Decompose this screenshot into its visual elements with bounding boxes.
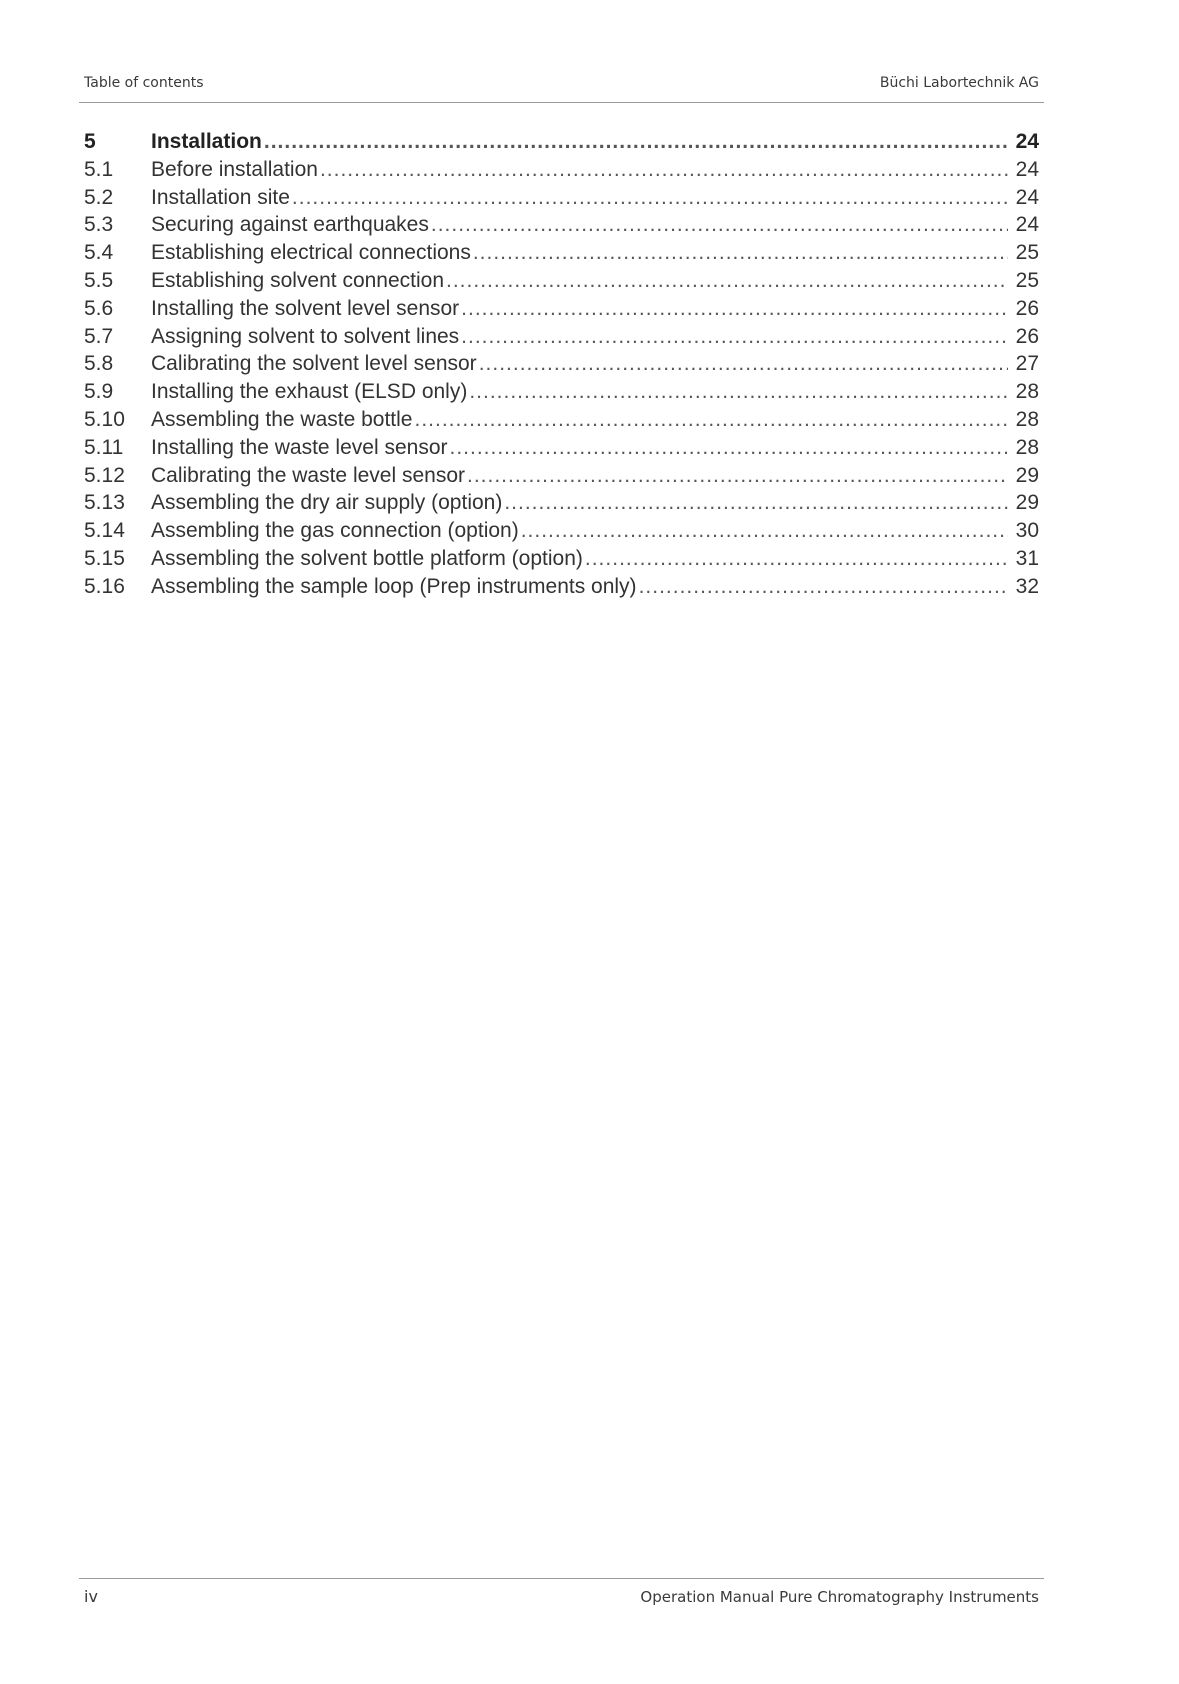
toc-entry-number: 5.14 bbox=[84, 519, 125, 543]
toc-entry-page[interactable]: 24 bbox=[1015, 130, 1039, 153]
toc-section-entry[interactable] bbox=[84, 545, 1039, 573]
toc-dot-leader bbox=[639, 573, 1008, 601]
toc-entry-line bbox=[151, 489, 1039, 517]
toc-entry-title[interactable]: Calibrating the solvent level sensor bbox=[151, 352, 477, 376]
toc-entry-title[interactable]: Assembling the gas connection (option) bbox=[151, 519, 519, 543]
toc-section-entry[interactable] bbox=[84, 211, 1039, 239]
toc-entry-page[interactable]: 24 bbox=[1015, 157, 1039, 181]
toc-entry-title[interactable]: Installation bbox=[151, 130, 262, 153]
toc-entry-title[interactable]: Assembling the solvent bottle platform (option) bbox=[151, 546, 583, 570]
toc-dot-leader bbox=[264, 128, 1008, 156]
toc-entry-number: 5.15 bbox=[84, 546, 125, 570]
toc-entry-page[interactable]: 26 bbox=[1015, 324, 1039, 348]
toc-dot-leader bbox=[585, 545, 1008, 573]
toc-entry-title[interactable]: Installing the waste level sensor bbox=[151, 435, 448, 459]
toc-entry-page[interactable]: 30 bbox=[1015, 519, 1039, 543]
toc-entry-title[interactable]: Installing the solvent level sensor bbox=[151, 296, 460, 320]
footer-document-title: Operation Manual Pure Chromatography Instruments bbox=[640, 1588, 1039, 1606]
toc-entry-page[interactable]: 29 bbox=[1015, 491, 1039, 515]
toc-section-entry[interactable] bbox=[84, 462, 1039, 490]
toc-section-entry[interactable] bbox=[84, 406, 1039, 434]
toc-entry-page[interactable]: 32 bbox=[1015, 574, 1039, 598]
toc-entry-number: 5.10 bbox=[84, 407, 125, 431]
toc-entry-line bbox=[151, 462, 1039, 490]
page-header bbox=[79, 72, 1044, 103]
toc-entry-page[interactable]: 25 bbox=[1015, 268, 1039, 292]
toc-entry-number: 5.7 bbox=[84, 324, 114, 348]
toc-entry-number: 5.4 bbox=[84, 241, 114, 265]
toc-entry-number: 5.13 bbox=[84, 491, 125, 515]
toc-entry-number: 5.12 bbox=[84, 463, 125, 487]
toc-dot-leader bbox=[473, 239, 1008, 267]
toc-entry-line bbox=[151, 517, 1039, 545]
header-company-name: Büchi Labortechnik AG bbox=[879, 75, 1039, 91]
toc-entry-line bbox=[151, 295, 1039, 323]
toc-section-entry[interactable] bbox=[84, 156, 1039, 184]
toc-entry-title[interactable]: Installation site bbox=[151, 185, 290, 209]
toc-entry-number: 5.1 bbox=[84, 157, 114, 181]
toc-section-entry[interactable] bbox=[84, 350, 1039, 378]
toc-entry-title[interactable]: Establishing electrical connections bbox=[151, 241, 471, 265]
toc-entry-title[interactable]: Securing against earthquakes bbox=[151, 213, 429, 237]
toc-entry-page[interactable]: 27 bbox=[1015, 352, 1039, 376]
toc-entry-line bbox=[151, 267, 1039, 295]
toc-entry-title[interactable]: Calibrating the waste level sensor bbox=[151, 463, 465, 487]
toc-dot-leader bbox=[467, 462, 1008, 490]
toc-section-entry[interactable] bbox=[84, 434, 1039, 462]
toc-dot-leader bbox=[479, 350, 1008, 378]
toc-dot-leader bbox=[469, 378, 1007, 406]
toc-section-entry[interactable] bbox=[84, 573, 1039, 601]
toc-dot-leader bbox=[320, 156, 1008, 184]
toc-entry-number: 5.9 bbox=[84, 380, 114, 404]
table-of-contents bbox=[84, 128, 1039, 601]
toc-section-entry[interactable] bbox=[84, 267, 1039, 295]
page-footer bbox=[79, 1578, 1044, 1615]
toc-entry-number: 5.2 bbox=[84, 185, 114, 209]
toc-entry-line bbox=[151, 350, 1039, 378]
toc-entry-page[interactable]: 29 bbox=[1015, 463, 1039, 487]
toc-entry-title[interactable]: Before installation bbox=[151, 157, 318, 181]
toc-chapter-entry[interactable] bbox=[84, 128, 1039, 156]
toc-entry-page[interactable]: 28 bbox=[1015, 435, 1039, 459]
toc-dot-leader bbox=[292, 184, 1008, 212]
toc-section-entry[interactable] bbox=[84, 517, 1039, 545]
toc-entry-number: 5.5 bbox=[84, 268, 114, 292]
toc-entry-line bbox=[151, 545, 1039, 573]
toc-entry-page[interactable]: 24 bbox=[1015, 213, 1039, 237]
toc-dot-leader bbox=[450, 434, 1008, 462]
toc-entry-line bbox=[151, 434, 1039, 462]
toc-entry-title[interactable]: Assembling the dry air supply (option) bbox=[151, 491, 503, 515]
toc-entry-page[interactable]: 28 bbox=[1015, 407, 1039, 431]
toc-section-entry[interactable] bbox=[84, 239, 1039, 267]
toc-section-entry[interactable] bbox=[84, 184, 1039, 212]
toc-entry-title[interactable]: Assembling the sample loop (Prep instruments only) bbox=[151, 574, 637, 598]
toc-dot-leader bbox=[431, 211, 1008, 239]
toc-entry-line bbox=[151, 378, 1039, 406]
toc-entry-page[interactable]: 25 bbox=[1015, 241, 1039, 265]
toc-dot-leader bbox=[521, 517, 1008, 545]
toc-entry-title[interactable]: Establishing solvent connection bbox=[151, 268, 445, 292]
toc-entry-number: 5.8 bbox=[84, 352, 114, 376]
toc-entry-line bbox=[151, 211, 1039, 239]
header-section-title: Table of contents bbox=[84, 75, 204, 91]
toc-entry-line bbox=[151, 573, 1039, 601]
footer-page-number: iv bbox=[84, 1587, 98, 1606]
toc-dot-leader bbox=[414, 406, 1007, 434]
toc-entry-number: 5.11 bbox=[84, 435, 124, 459]
toc-entry-page[interactable]: 28 bbox=[1015, 380, 1039, 404]
toc-section-entry[interactable] bbox=[84, 378, 1039, 406]
toc-section-entry[interactable] bbox=[84, 489, 1039, 517]
toc-entry-title[interactable]: Installing the exhaust (ELSD only) bbox=[151, 380, 468, 404]
toc-entry-number: 5.3 bbox=[84, 213, 114, 237]
toc-entry-line bbox=[151, 239, 1039, 267]
toc-entry-line bbox=[151, 184, 1039, 212]
toc-entry-number: 5 bbox=[84, 130, 96, 153]
toc-entry-page[interactable]: 24 bbox=[1015, 185, 1039, 209]
toc-entry-title[interactable]: Assembling the waste bottle bbox=[151, 407, 413, 431]
toc-dot-leader bbox=[504, 489, 1007, 517]
toc-entry-number: 5.6 bbox=[84, 296, 114, 320]
toc-entry-line bbox=[151, 406, 1039, 434]
toc-entry-page[interactable]: 26 bbox=[1015, 296, 1039, 320]
toc-entry-line bbox=[151, 323, 1039, 351]
toc-entry-line bbox=[151, 156, 1039, 184]
toc-dot-leader bbox=[461, 295, 1007, 323]
toc-entry-line bbox=[151, 128, 1039, 156]
toc-entry-title[interactable]: Assigning solvent to solvent lines bbox=[151, 324, 460, 348]
toc-entry-number: 5.16 bbox=[84, 574, 125, 598]
toc-section-entry[interactable] bbox=[84, 323, 1039, 351]
toc-entry-page[interactable]: 31 bbox=[1015, 546, 1039, 570]
toc-dot-leader bbox=[446, 267, 1008, 295]
toc-section-entry[interactable] bbox=[84, 295, 1039, 323]
toc-dot-leader bbox=[461, 323, 1007, 351]
